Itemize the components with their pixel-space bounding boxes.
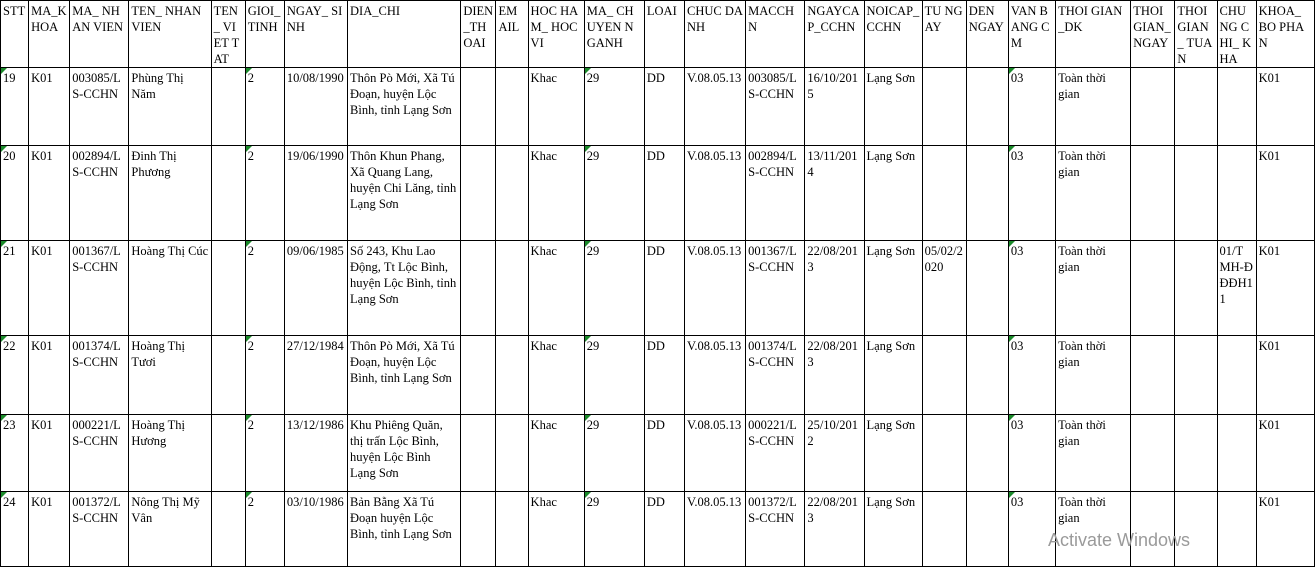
col-header-khoa-bo-phan[interactable]: KHOA_ BO PHAN <box>1256 1 1314 68</box>
cell-thoi-gian-dk[interactable]: Toàn thời gian <box>1056 492 1131 567</box>
cell-gioi-tinh[interactable]: 2 <box>245 241 284 336</box>
cell-dien-thoai[interactable] <box>461 336 496 415</box>
cell-gioi-tinh[interactable]: 2 <box>245 68 284 146</box>
cell-email[interactable] <box>496 146 528 241</box>
cell-macchn[interactable]: 001367/LS-CCHN <box>746 241 805 336</box>
cell-thoi-gian-tuan[interactable] <box>1175 415 1217 492</box>
cell-noicap-cchn[interactable]: Lạng Sơn <box>864 415 922 492</box>
cell-chuc-danh[interactable]: V.08.05.13 <box>684 492 745 567</box>
col-header-van-bang-cm[interactable]: VAN BANG CM <box>1008 1 1055 68</box>
cell-stt[interactable]: 22 <box>1 336 29 415</box>
col-header-dien-thoai[interactable]: DIEN _TH OAI <box>461 1 496 68</box>
cell-ma-nhan-vien[interactable]: 001374/LS-CCHN <box>70 336 129 415</box>
cell-ngay-sinh[interactable]: 19/06/1990 <box>284 146 347 241</box>
cell-chuc-danh[interactable]: V.08.05.13 <box>684 336 745 415</box>
cell-loai[interactable]: DD <box>644 492 684 567</box>
cell-ten-nhan-vien[interactable]: Hoàng Thị Hương <box>129 415 211 492</box>
cell-noicap-cchn[interactable]: Lạng Sơn <box>864 68 922 146</box>
cell-van-bang-cm[interactable]: 03 <box>1008 241 1055 336</box>
cell-macchn[interactable]: 002894/LS-CCHN <box>746 146 805 241</box>
cell-ma-chuyen-nganh[interactable]: 29 <box>584 241 644 336</box>
cell-ngaycap-cchn[interactable]: 25/10/2012 <box>805 415 864 492</box>
col-header-ma-nhan-vien[interactable]: MA_ NHAN VIEN <box>70 1 129 68</box>
cell-den-ngay[interactable] <box>966 492 1008 567</box>
cell-tu-ngay[interactable] <box>922 336 966 415</box>
table-row <box>1 415 1315 492</box>
cell-tu-ngay[interactable] <box>922 415 966 492</box>
table-row <box>1 241 1315 336</box>
cell-dia-chi[interactable]: Khu Phiêng Quăn, thị trấn Lộc Bình, huyện Lộc Bình Lạng Sơn <box>348 415 461 492</box>
cell-chung-chi-kha[interactable] <box>1217 146 1256 241</box>
cell-email[interactable] <box>496 415 528 492</box>
cell-ma-chuyen-nganh[interactable]: 29 <box>584 146 644 241</box>
cell-thoi-gian-tuan[interactable] <box>1175 336 1217 415</box>
cell-ma-khoa[interactable]: K01 <box>29 68 70 146</box>
cell-gioi-tinh[interactable]: 2 <box>245 146 284 241</box>
col-header-chung-chi-kha[interactable]: CHU NG CHI_ KHA <box>1217 1 1256 68</box>
cell-dien-thoai[interactable] <box>461 492 496 567</box>
cell-email[interactable] <box>496 492 528 567</box>
cell-thoi-gian-ngay[interactable] <box>1131 336 1175 415</box>
cell-ten-viet-tat[interactable] <box>211 492 245 567</box>
header-row <box>1 1 1315 68</box>
cell-thoi-gian-dk[interactable]: Toàn thời gian <box>1056 146 1131 241</box>
col-header-thoi-gian-ngay[interactable]: THOI GIAN_ NGAY <box>1131 1 1175 68</box>
cell-chung-chi-kha[interactable] <box>1217 68 1256 146</box>
cell-dia-chi[interactable]: Bản Bằng Xã Tú Đoạn huyện Lộc Bình, tỉnh Lạng Sơn <box>348 492 461 567</box>
cell-ngay-sinh[interactable]: 13/12/1986 <box>284 415 347 492</box>
cell-ngaycap-cchn[interactable]: 22/08/2013 <box>805 336 864 415</box>
table-row <box>1 336 1315 415</box>
cell-dien-thoai[interactable] <box>461 146 496 241</box>
table-row <box>1 146 1315 241</box>
cell-hoc-ham-hoc-vi[interactable]: Khac <box>528 336 584 415</box>
cell-ma-chuyen-nganh[interactable]: 29 <box>584 336 644 415</box>
cell-tu-ngay[interactable]: 05/02/2020 <box>922 241 966 336</box>
cell-den-ngay[interactable] <box>966 68 1008 146</box>
cell-chung-chi-kha[interactable] <box>1217 415 1256 492</box>
cell-chung-chi-kha[interactable] <box>1217 492 1256 567</box>
cell-ten-viet-tat[interactable] <box>211 336 245 415</box>
cell-thoi-gian-dk[interactable]: Toàn thời gian <box>1056 68 1131 146</box>
cell-dien-thoai[interactable] <box>461 68 496 146</box>
cell-macchn[interactable]: 001372/LS-CCHN <box>746 492 805 567</box>
cell-thoi-gian-ngay[interactable] <box>1131 415 1175 492</box>
cell-van-bang-cm[interactable]: 03 <box>1008 492 1055 567</box>
cell-den-ngay[interactable] <box>966 415 1008 492</box>
cell-van-bang-cm[interactable]: 03 <box>1008 68 1055 146</box>
cell-gioi-tinh[interactable]: 2 <box>245 336 284 415</box>
cell-ma-khoa[interactable]: K01 <box>29 336 70 415</box>
cell-stt[interactable]: 24 <box>1 492 29 567</box>
cell-loai[interactable]: DD <box>644 415 684 492</box>
cell-khoa-bo-phan[interactable]: K01 <box>1256 492 1314 567</box>
col-header-ma-chuyen-nganh[interactable]: MA_ CHUYEN NGANH <box>584 1 644 68</box>
col-header-thoi-gian-dk[interactable]: THOI GIAN_DK <box>1056 1 1131 68</box>
col-header-chuc-danh[interactable]: CHUC DANH <box>684 1 745 68</box>
cell-den-ngay[interactable] <box>966 336 1008 415</box>
cell-hoc-ham-hoc-vi[interactable]: Khac <box>528 146 584 241</box>
cell-stt[interactable]: 21 <box>1 241 29 336</box>
cell-chuc-danh[interactable]: V.08.05.13 <box>684 146 745 241</box>
cell-den-ngay[interactable] <box>966 241 1008 336</box>
table-row <box>1 68 1315 146</box>
cell-ten-viet-tat[interactable] <box>211 241 245 336</box>
cell-ngay-sinh[interactable]: 09/06/1985 <box>284 241 347 336</box>
cell-noicap-cchn[interactable]: Lạng Sơn <box>864 241 922 336</box>
cell-den-ngay[interactable] <box>966 146 1008 241</box>
cell-thoi-gian-dk[interactable]: Toàn thời gian <box>1056 241 1131 336</box>
cell-tu-ngay[interactable] <box>922 492 966 567</box>
cell-dien-thoai[interactable] <box>461 241 496 336</box>
cell-ngay-sinh[interactable]: 27/12/1984 <box>284 336 347 415</box>
col-header-ngay-sinh[interactable]: NGAY_ SINH <box>284 1 347 68</box>
cell-ma-nhan-vien[interactable]: 000221/LS-CCHN <box>70 415 129 492</box>
cell-email[interactable] <box>496 241 528 336</box>
col-header-gioi-tinh[interactable]: GIOI_ TINH <box>245 1 284 68</box>
cell-ngaycap-cchn[interactable]: 13/11/2014 <box>805 146 864 241</box>
cell-tu-ngay[interactable] <box>922 68 966 146</box>
cell-gioi-tinh[interactable]: 2 <box>245 415 284 492</box>
table-row <box>1 492 1315 567</box>
cell-macchn[interactable]: 001374/LS-CCHN <box>746 336 805 415</box>
cell-dia-chi[interactable]: Thôn Pò Mới, Xã Tú Đoạn, huyện Lộc Bình, tỉnh Lạng Sơn <box>348 336 461 415</box>
cell-ma-khoa[interactable]: K01 <box>29 146 70 241</box>
cell-loai[interactable]: DD <box>644 241 684 336</box>
cell-ten-nhan-vien[interactable]: Đinh Thị Phương <box>129 146 211 241</box>
col-header-ten-nhan-vien[interactable]: TEN_ NHAN VIEN <box>129 1 211 68</box>
cell-van-bang-cm[interactable]: 03 <box>1008 415 1055 492</box>
cell-ma-chuyen-nganh[interactable]: 29 <box>584 68 644 146</box>
cell-ma-chuyen-nganh[interactable]: 29 <box>584 415 644 492</box>
cell-macchn[interactable]: 000221/LS-CCHN <box>746 415 805 492</box>
col-header-ngaycap-cchn[interactable]: NGAYCA P_CCHN <box>805 1 864 68</box>
cell-thoi-gian-tuan[interactable] <box>1175 241 1217 336</box>
cell-ngaycap-cchn[interactable]: 22/08/2013 <box>805 492 864 567</box>
cell-ma-chuyen-nganh[interactable]: 29 <box>584 492 644 567</box>
cell-thoi-gian-dk[interactable]: Toàn thời gian <box>1056 336 1131 415</box>
cell-thoi-gian-ngay[interactable] <box>1131 68 1175 146</box>
cell-hoc-ham-hoc-vi[interactable]: Khac <box>528 492 584 567</box>
cell-ma-nhan-vien[interactable]: 003085/LS-CCHN <box>70 68 129 146</box>
cell-noicap-cchn[interactable]: Lạng Sơn <box>864 146 922 241</box>
cell-ma-khoa[interactable]: K01 <box>29 241 70 336</box>
cell-hoc-ham-hoc-vi[interactable]: Khac <box>528 241 584 336</box>
cell-ten-viet-tat[interactable] <box>211 415 245 492</box>
cell-khoa-bo-phan[interactable]: K01 <box>1256 68 1314 146</box>
cell-ten-nhan-vien[interactable]: Phùng Thị Năm <box>129 68 211 146</box>
cell-macchn[interactable]: 003085/LS-CCHN <box>746 68 805 146</box>
cell-email[interactable] <box>496 336 528 415</box>
cell-thoi-gian-dk[interactable]: Toàn thời gian <box>1056 415 1131 492</box>
cell-thoi-gian-tuan[interactable] <box>1175 68 1217 146</box>
cell-hoc-ham-hoc-vi[interactable]: Khac <box>528 415 584 492</box>
cell-email[interactable] <box>496 68 528 146</box>
cell-dia-chi[interactable]: Thôn Khun Phang, Xã Quang Lang, huyện Chi Lăng, tỉnh Lạng Sơn <box>348 146 461 241</box>
col-header-den-ngay[interactable]: DEN NGAY <box>966 1 1008 68</box>
cell-ten-viet-tat[interactable] <box>211 68 245 146</box>
cell-ngaycap-cchn[interactable]: 22/08/2013 <box>805 241 864 336</box>
cell-hoc-ham-hoc-vi[interactable]: Khac <box>528 68 584 146</box>
cell-van-bang-cm[interactable]: 03 <box>1008 336 1055 415</box>
col-header-stt[interactable]: STT <box>1 1 29 68</box>
cell-stt[interactable]: 23 <box>1 415 29 492</box>
cell-noicap-cchn[interactable]: Lạng Sơn <box>864 492 922 567</box>
activate-windows-watermark: Activate Windows <box>1048 530 1191 550</box>
cell-loai[interactable]: DD <box>644 336 684 415</box>
cell-khoa-bo-phan[interactable]: K01 <box>1256 415 1314 492</box>
col-header-dia-chi[interactable]: DIA_CHI <box>348 1 461 68</box>
col-header-noicap-cchn[interactable]: NOICAP_ CCHN <box>864 1 922 68</box>
cell-stt[interactable]: 20 <box>1 146 29 241</box>
col-header-tu-ngay[interactable]: TU NGAY <box>922 1 966 68</box>
cell-khoa-bo-phan[interactable]: K01 <box>1256 241 1314 336</box>
cell-ma-khoa[interactable]: K01 <box>29 415 70 492</box>
cell-chuc-danh[interactable]: V.08.05.13 <box>684 415 745 492</box>
col-header-email[interactable]: EM AIL <box>496 1 528 68</box>
cell-khoa-bo-phan[interactable]: K01 <box>1256 336 1314 415</box>
cell-loai[interactable]: DD <box>644 146 684 241</box>
cell-ngay-sinh[interactable]: 10/08/1990 <box>284 68 347 146</box>
cell-ma-khoa[interactable]: K01 <box>29 492 70 567</box>
cell-stt[interactable]: 19 <box>1 68 29 146</box>
cell-ma-nhan-vien[interactable]: 001372/LS-CCHN <box>70 492 129 567</box>
cell-ten-nhan-vien[interactable]: Hoàng Thị Tươi <box>129 336 211 415</box>
cell-khoa-bo-phan[interactable]: K01 <box>1256 146 1314 241</box>
cell-ten-nhan-vien[interactable]: Nông Thị Mỹ Vân <box>129 492 211 567</box>
cell-chung-chi-kha[interactable]: 01/TMH-ĐĐĐH11 <box>1217 241 1256 336</box>
cell-ngaycap-cchn[interactable]: 16/10/2015 <box>805 68 864 146</box>
col-header-ten-viet-tat[interactable]: TEN_ VIET TAT <box>211 1 245 68</box>
cell-loai[interactable]: DD <box>644 68 684 146</box>
cell-thoi-gian-ngay[interactable] <box>1131 146 1175 241</box>
cell-chuc-danh[interactable]: V.08.05.13 <box>684 241 745 336</box>
col-header-hoc-ham-hoc-vi[interactable]: HOC HAM_ HOC VI <box>528 1 584 68</box>
cell-noicap-cchn[interactable]: Lạng Sơn <box>864 336 922 415</box>
cell-dia-chi[interactable]: Số 243, Khu Lao Động, Tt Lộc Bình, huyện Lộc Bình, tỉnh Lạng Sơn <box>348 241 461 336</box>
cell-ngay-sinh[interactable]: 03/10/1986 <box>284 492 347 567</box>
cell-dien-thoai[interactable] <box>461 415 496 492</box>
cell-chuc-danh[interactable]: V.08.05.13 <box>684 68 745 146</box>
cell-chung-chi-kha[interactable] <box>1217 336 1256 415</box>
cell-thoi-gian-ngay[interactable] <box>1131 241 1175 336</box>
col-header-macchn[interactable]: MACCH N <box>746 1 805 68</box>
cell-thoi-gian-tuan[interactable] <box>1175 146 1217 241</box>
col-header-ma-khoa[interactable]: MA_K HOA <box>29 1 70 68</box>
col-header-thoi-gian-tuan[interactable]: THOI GIAN_ TUAN <box>1175 1 1217 68</box>
cell-ma-nhan-vien[interactable]: 002894/LS-CCHN <box>70 146 129 241</box>
cell-tu-ngay[interactable] <box>922 146 966 241</box>
cell-ten-viet-tat[interactable] <box>211 146 245 241</box>
cell-van-bang-cm[interactable]: 03 <box>1008 146 1055 241</box>
cell-dia-chi[interactable]: Thôn Pò Mới, Xã Tú Đoạn, huyện Lộc Bình, tỉnh Lạng Sơn <box>348 68 461 146</box>
cell-ten-nhan-vien[interactable]: Hoàng Thị Cúc <box>129 241 211 336</box>
cell-thoi-gian-ngay[interactable] <box>1131 492 1175 567</box>
col-header-loai[interactable]: LOAI <box>644 1 684 68</box>
cell-thoi-gian-tuan[interactable] <box>1175 492 1217 567</box>
cell-gioi-tinh[interactable]: 2 <box>245 492 284 567</box>
cell-ma-nhan-vien[interactable]: 001367/LS-CCHN <box>70 241 129 336</box>
